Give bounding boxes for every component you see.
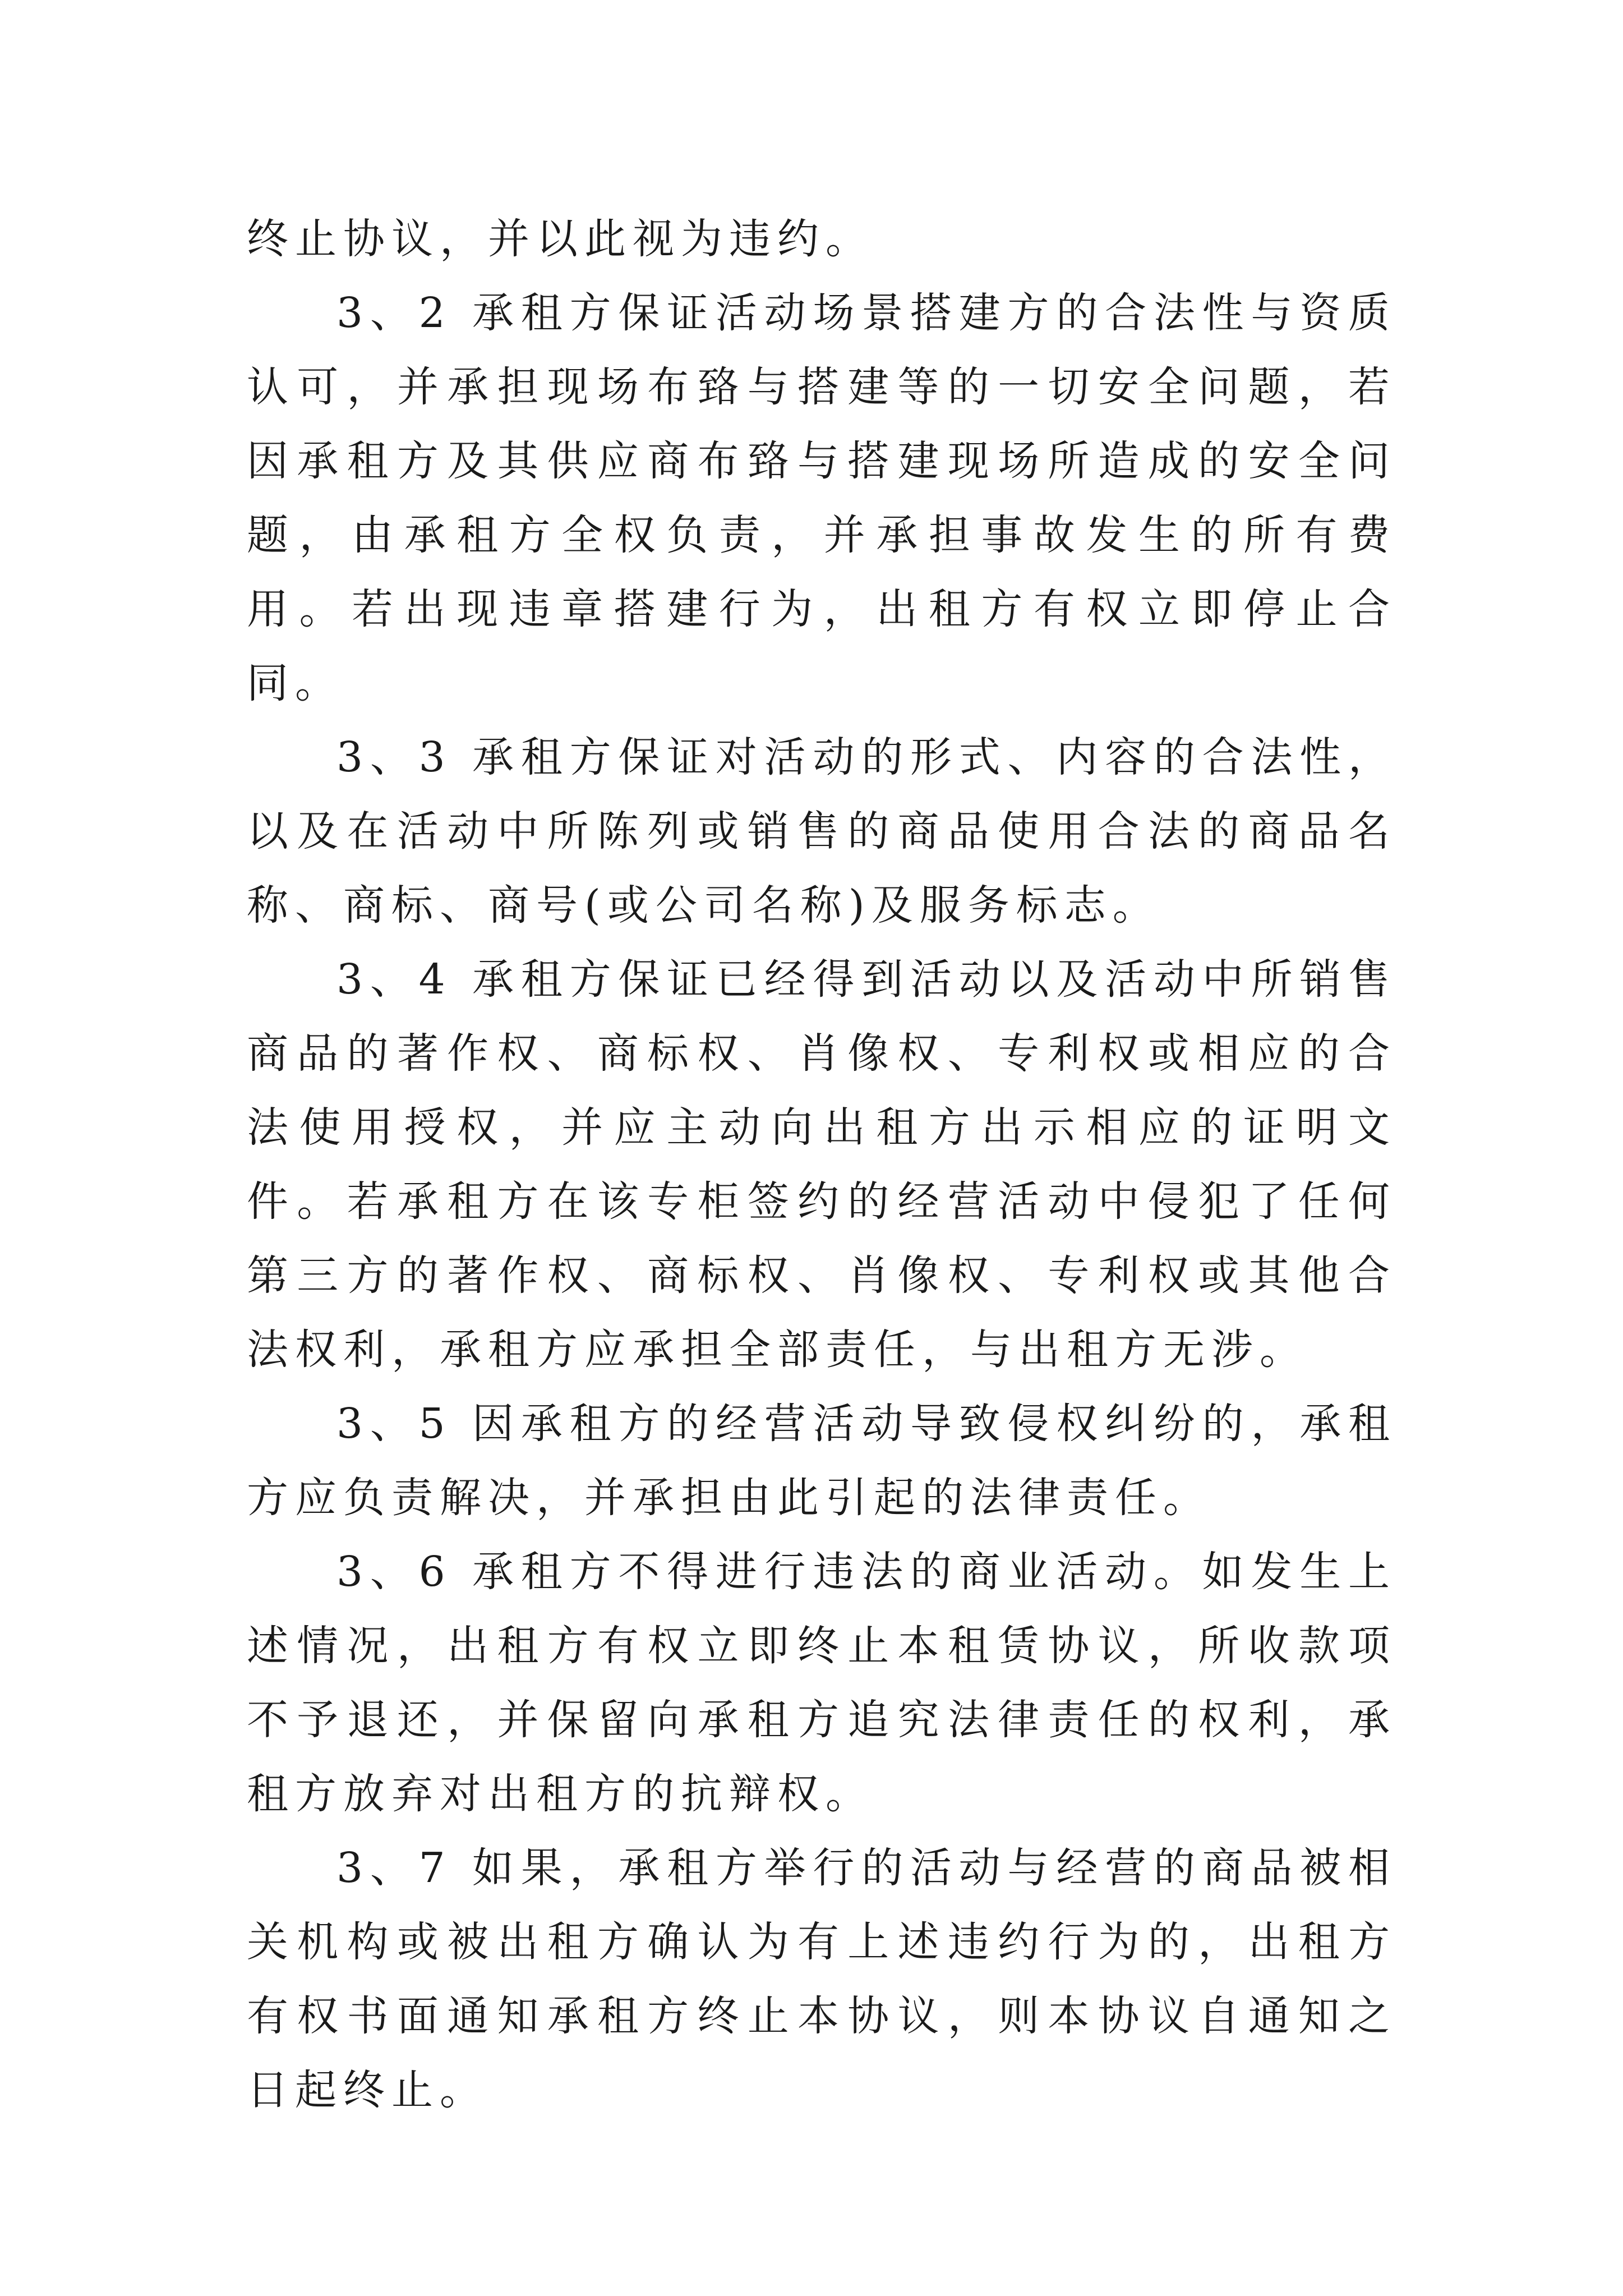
document-body [247,202,1396,2127]
paragraph-clause-3-2: 3、2 承租方保证活动场景搭建方的合法性与资质认可，并承担现场布臵与搭建等的一切安全问题，若因承租方及其供应商布臵与搭建现场所造成的安全问题，由承租方全权负责，并承担事故发生的所有费用。若出现违章搭建行为，出租方有权立即停止合同。 [247,289,1396,707]
paragraph-clause-3-7: 3、7 如果，承租方举行的活动与经营的商品被相关机构或被出租方确认为有上述违约行为的，出租方有权书面通知承租方终止本协议，则本协议自通知之日起终止。 [247,1844,1396,2114]
paragraph-clause-3-6: 3、6 承租方不得进行违法的商业活动。如发生上述情况，出租方有权立即终止本租赁协议，所收款项不予退还，并保留向承租方追究法律责任的权利，承租方放弃对出租方的抗辩权。 [247,1548,1396,1818]
paragraph-clause-3-5: 3、5 因承租方的经营活动导致侵权纠纷的，承租方应负责解决，并承担由此引起的法律责任。 [247,1400,1396,1522]
paragraph-continuation: 终止协议，并以此视为违约。 [247,215,874,263]
paragraph-clause-3-4: 3、4 承租方保证已经得到活动以及活动中所销售商品的著作权、商标权、肖像权、专利权或相应的合法使用授权，并应主动向出租方出示相应的证明文件。若承租方在该专柜签约的经营活动中侵犯了任何第三方的著作权、商标权、肖像权、专利权或其他合法权利，承租方应承担全部责任，与出租方无涉。 [247,955,1396,1374]
paragraph-clause-3-3: 3、3 承租方保证对活动的形式、内容的合法性，以及在活动中所陈列或销售的商品使用合法的商品名称、商标、商号(或公司名称)及服务标志。 [247,733,1396,930]
